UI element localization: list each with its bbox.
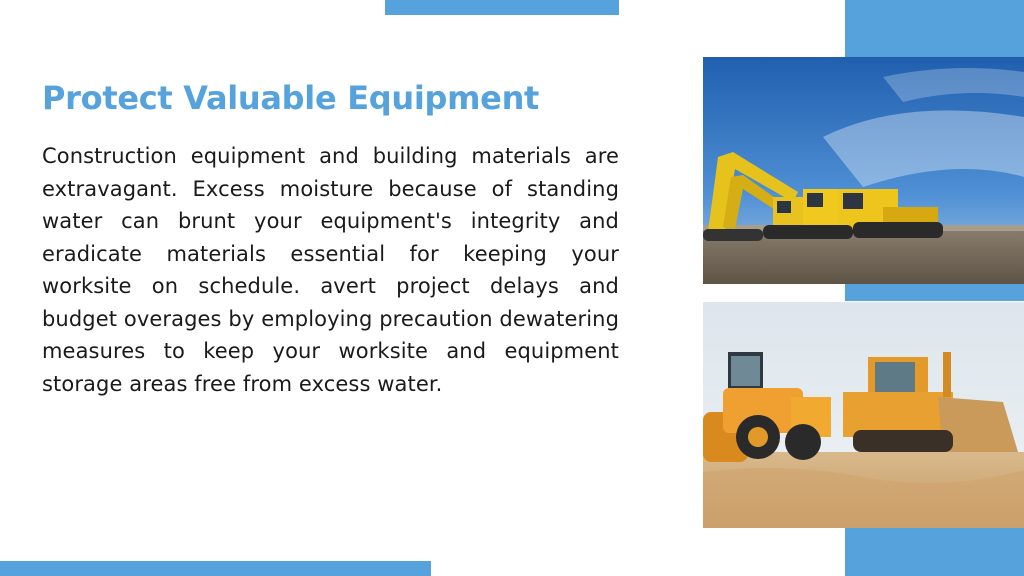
bottom-accent-bar <box>0 561 431 576</box>
excavators-photo <box>703 57 1024 284</box>
top-accent-bar <box>385 0 619 15</box>
right-accent-block-lower <box>845 528 1024 576</box>
slide-body-text: Construction equipment and building materials are extravagant. Excess moisture because of standing water can brunt your equipment's integrity and eradicate materials essential for keeping your worksite on schedule. avert project delays and budget overages by employing precaution dewatering measures to keep your worksite and equipment storage areas free from excess water. <box>42 144 619 396</box>
slide-title: Protect Valuable Equipment <box>42 79 540 117</box>
roller-and-dozer-photo <box>703 302 1024 528</box>
